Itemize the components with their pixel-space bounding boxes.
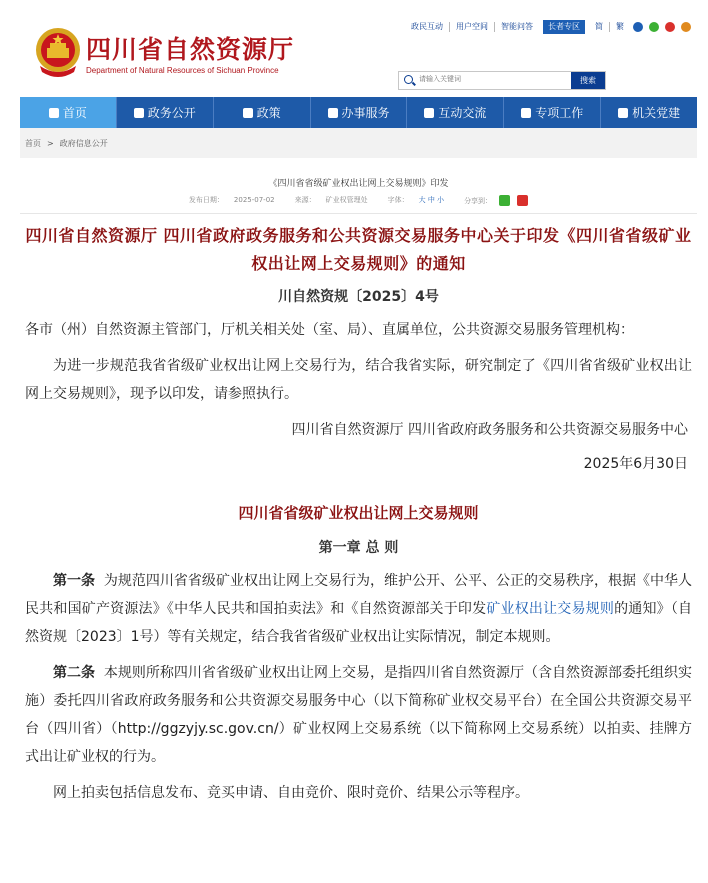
document-body [25,222,692,807]
search-button[interactable]: 搜索 [571,72,605,89]
divider [20,213,697,214]
article-2 [25,659,692,771]
nav-label: 政策 [256,106,281,120]
nav-services[interactable] [311,97,408,128]
main-nav [20,97,697,128]
site-title[interactable]: 四川省自然资源厅 [86,35,295,64]
article-head-title: 《四川省省级矿业权出让网上交易规则》印发 [268,179,449,189]
publish-date [184,195,280,206]
link-smart-qa[interactable]: 智能问答 [501,22,533,31]
font-size-control [383,195,449,206]
chapter-heading: 第一章 总 则 [318,540,399,556]
mobile-icon[interactable] [681,22,691,32]
share [459,195,533,206]
national-emblem-icon [34,26,82,80]
nav-party-building[interactable] [601,97,697,128]
nav-home[interactable] [20,97,117,128]
gov-affairs-icon [134,108,144,118]
doc-number: 川自然资规〔2025〕4号 [278,289,439,305]
lang-traditional[interactable]: 繁 [616,22,624,31]
top-links [405,19,694,35]
article-1-text-b: 的通知》（自然资规〔2023〕1号）等有关规定，结合我省省级矿业权出让实际情况，制定本规则。 [25,601,693,645]
breadcrumb-home[interactable]: 首页 [25,138,41,148]
accessibility-icon[interactable] [633,22,643,32]
article-1-label: 第一条 [53,573,96,589]
services-icon [328,108,338,118]
nav-gov-affairs[interactable] [117,97,214,128]
doc-body-paragraph: 为进一步规范我省省级矿业权出让网上交易行为，结合我省实际，研究制定了《四川省省级矿业权出让网上交易规则》，现予以印发，请参照执行。 [25,358,692,402]
nav-interaction[interactable] [407,97,504,128]
paragraph-auction: 网上拍卖包括信息发布、竞买申请、自由竞价、限时竞价、结果公示等程序。 [53,785,529,801]
article-2-label: 第二条 [53,665,96,681]
home-icon [49,108,59,118]
nav-label: 政务公开 [147,106,196,120]
doc-title: 四川省自然资源厅 四川省政府政务服务和公共资源交易服务中心关于印发《四川省省级矿业权出让网上交易规则》的通知 [25,226,692,273]
article-1 [25,567,692,651]
weibo-icon[interactable] [665,22,675,32]
article-1-text-a: 为规范四川省省级矿业权出让网上交易行为，维护公开、公平、公正的交易秩序，根据《中华人民共和国矿产资源法》《中华人民共和国拍卖法》和《自然资源部关于印发 [25,573,693,617]
source [290,195,373,206]
breadcrumb-current[interactable]: 政府信息公开 [59,138,108,148]
doc-date: 2025年6月30日 [583,456,688,472]
lang-simplified[interactable]: 简 [589,22,610,32]
rules-title: 四川省省级矿业权出让网上交易规则 [238,504,479,522]
nav-label: 机关党建 [632,106,681,120]
doc-signers: 四川省自然资源厅 四川省政府政务服务和公共资源交易服务中心 [291,422,688,438]
publish-date-value: 2025-07-02 [233,196,275,204]
share-wechat-icon[interactable] [499,195,510,206]
search-input[interactable] [419,72,564,87]
nav-label: 办事服务 [341,106,390,120]
nav-label: 互动交流 [438,106,487,120]
share-weibo-icon[interactable] [517,195,528,206]
nav-label: 首页 [62,106,87,120]
share-label: 分享到： [464,196,493,205]
article-header [20,158,697,213]
site-header [0,0,708,92]
rules-link[interactable]: 矿业权出让交易规则 [486,601,615,617]
source-label: 来源： [294,196,316,204]
publish-label: 发布日期： [188,196,224,204]
elder-mode-button[interactable]: 长者专区 [543,20,585,34]
party-building-icon [618,108,628,118]
policy-icon [243,108,253,118]
breadcrumb-separator: > [47,138,54,148]
site-subtitle: Department of Natural Resources of Sichuan Province [86,66,279,75]
search-box [398,71,606,90]
breadcrumb [20,128,697,158]
special-work-icon [521,108,531,118]
font-label: 字体： [387,196,409,204]
source-value: 矿业权管理处 [325,196,368,204]
article-meta [20,195,697,206]
interaction-icon [424,108,434,118]
nav-special-work[interactable] [504,97,601,128]
search-icon [404,75,413,84]
link-interaction[interactable]: 政民互动 [405,22,450,32]
doc-recipients: 各市（州）自然资源主管部门，厅机关相关处（室、局）、直属单位，公共资源交易服务管理机构： [25,322,634,338]
wechat-icon[interactable] [649,22,659,32]
font-size-options[interactable]: 大 中 小 [418,196,445,204]
article-2-text: 本规则所称四川省省级矿业权出让网上交易，是指四川省自然资源厅（含自然资源部委托组织实施）委托四川省政府政务服务和公共资源交易服务中心（以下简称矿业权交易平台）在全国公共资源交易平台（四川省）（http://ggzyjy.sc.gov.cn/）矿业权网上交易系统（以下简称网上交易系统）以拍卖、挂牌方式出让矿业权的行为。 [25,665,693,765]
nav-policy[interactable] [214,97,311,128]
link-user-space[interactable]: 用户空间 [450,22,495,32]
nav-label: 专项工作 [535,106,584,120]
